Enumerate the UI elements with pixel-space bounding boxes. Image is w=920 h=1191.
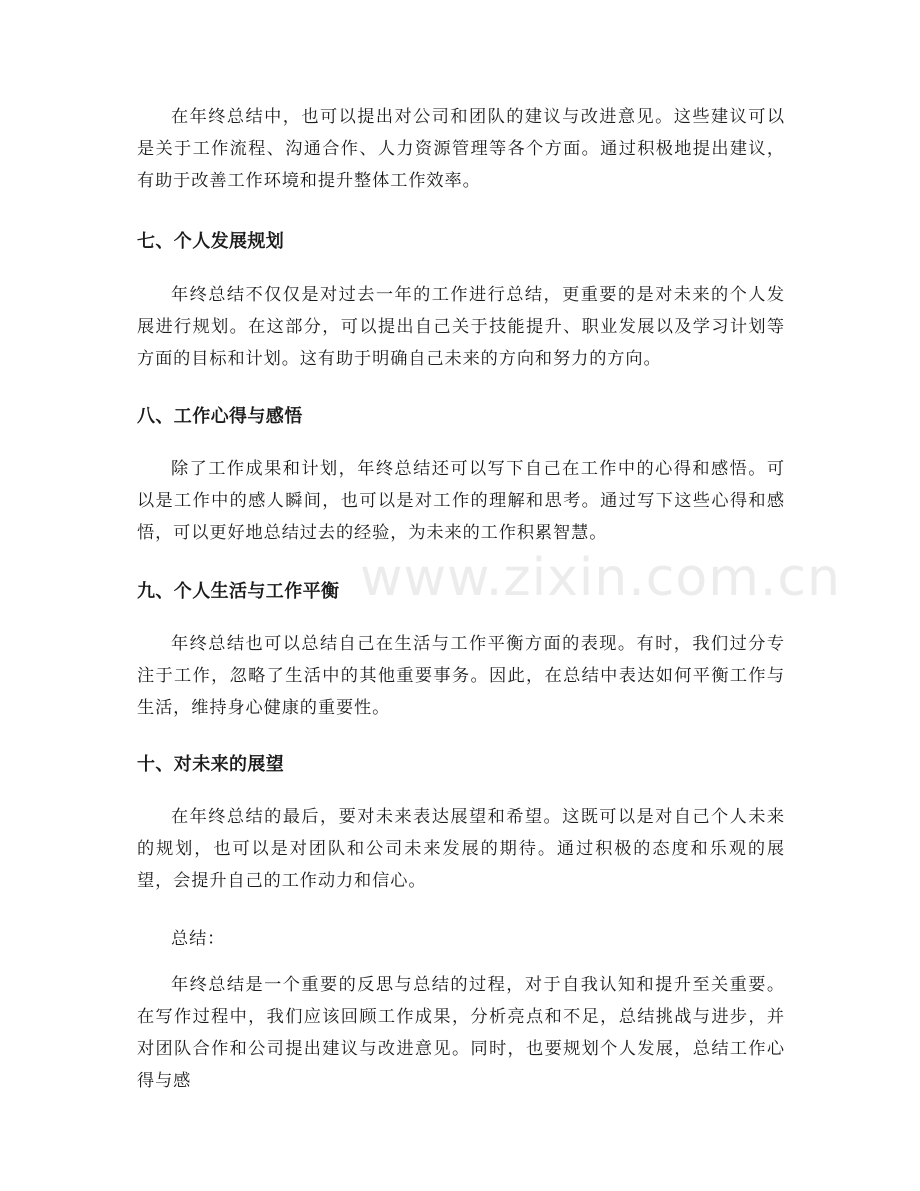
watermark: www.zixin.com.cn: [360, 548, 841, 608]
summary-label: 总结：: [171, 929, 226, 949]
paragraph-work-life-balance: 年终总结也可以总结自己在生活与工作平衡方面的表现。有时，我们过分专注于工作，忽略了生活中的其他重要事务。因此，在总结中表达如何平衡工作与生活，维持身心健康的重要性。: [137, 634, 785, 718]
heading-future-outlook: 十、对未来的展望: [137, 754, 285, 775]
paragraph-summary: 年终总结是一个重要的反思与总结的过程，对于自我认知和提升至关重要。在写作过程中，我们应该回顾工作成果，分析亮点和不足，总结挑战与进步，并对团队合作和公司提出建议与改进意见。同时，也要规划个人发展，总结工作心得与感: [137, 975, 785, 1091]
paragraph-work-insights: 除了工作成果和计划，年终总结还可以写下自己在工作中的心得和感悟。可以是工作中的感人瞬间，也可以是对工作的理解和思考。通过写下这些心得和感悟，可以更好地总结过去的经验，为未来的工作积累智慧。: [137, 459, 785, 543]
heading-work-life-balance: 九、个人生活与工作平衡: [137, 581, 340, 602]
heading-personal-development: 七、个人发展规划: [137, 231, 285, 252]
paragraph-future-outlook: 在年终总结的最后，要对未来表达展望和希望。这既可以是对自己个人未来的规划，也可以是对团队和公司未来发展的期待。通过积极的态度和乐观的展望，会提升自己的工作动力和信心。: [137, 807, 785, 891]
paragraph-personal-development: 年终总结不仅仅是对过去一年的工作进行总结，更重要的是对未来的个人发展进行规划。在这部分，可以提出自己关于技能提升、职业发展以及学习计划等方面的目标和计划。这有助于明确自己未来的方向和努力的方向。: [137, 285, 785, 369]
paragraph-suggestions: 在年终总结中，也可以提出对公司和团队的建议与改进意见。这些建议可以是关于工作流程、沟通合作、人力资源管理等各个方面。通过积极地提出建议，有助于改善工作环境和提升整体工作效率。: [137, 107, 785, 191]
heading-work-insights: 八、工作心得与感悟: [137, 406, 303, 427]
